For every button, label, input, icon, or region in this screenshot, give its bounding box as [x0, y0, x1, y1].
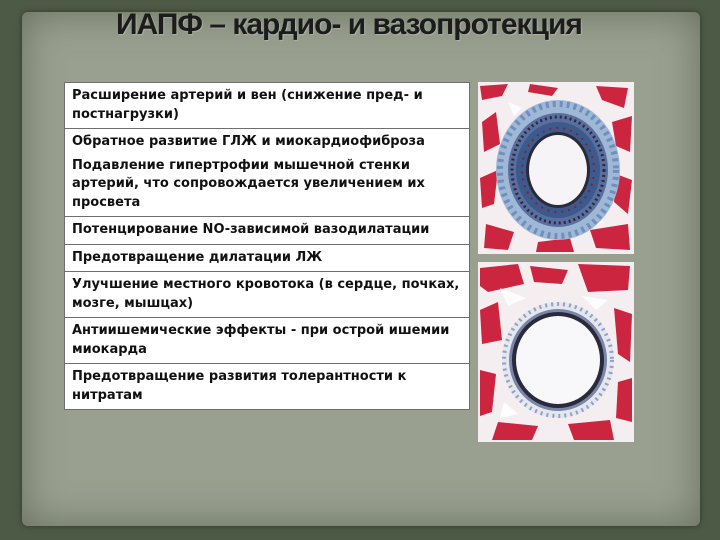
table-row: [65, 272, 469, 318]
table-cell-text: Антиишемические эффекты - при острой ишемии миокарда: [72, 323, 450, 357]
table-cell-text: Подавление гипертрофии мышечной стенки артерий, что сопровождается увеличением их просвета: [72, 157, 425, 210]
slide-title: ИАПФ – кардио- и вазопротекция: [116, 8, 582, 41]
table-row: [65, 217, 469, 245]
histology-image-thick-artery: [478, 82, 634, 254]
table-row: [65, 245, 469, 273]
table-cell-text: Расширение артерий и вен (снижение пред- и постнагрузки): [72, 88, 423, 122]
table-cell-text: Предотвращение дилатации ЛЖ: [72, 249, 323, 265]
table-cell-text: Улучшение местного кровотока (в сердце, почках, мозге, мышцах): [72, 277, 460, 311]
table-row: [65, 364, 469, 409]
table-cell-text: Потенцирование NO-зависимой вазодилатации: [72, 222, 430, 237]
table-cell-text: Предотвращение развития толерантности к нитратам: [72, 369, 407, 403]
table-cell-text: Обратное развитие ГЛЖ и миокардиофиброза: [72, 134, 425, 149]
table-row: [65, 83, 469, 129]
table-row: [65, 318, 469, 364]
table-row: [65, 129, 469, 217]
effects-table: [64, 82, 470, 410]
histology-image-thin-artery: [478, 262, 634, 442]
